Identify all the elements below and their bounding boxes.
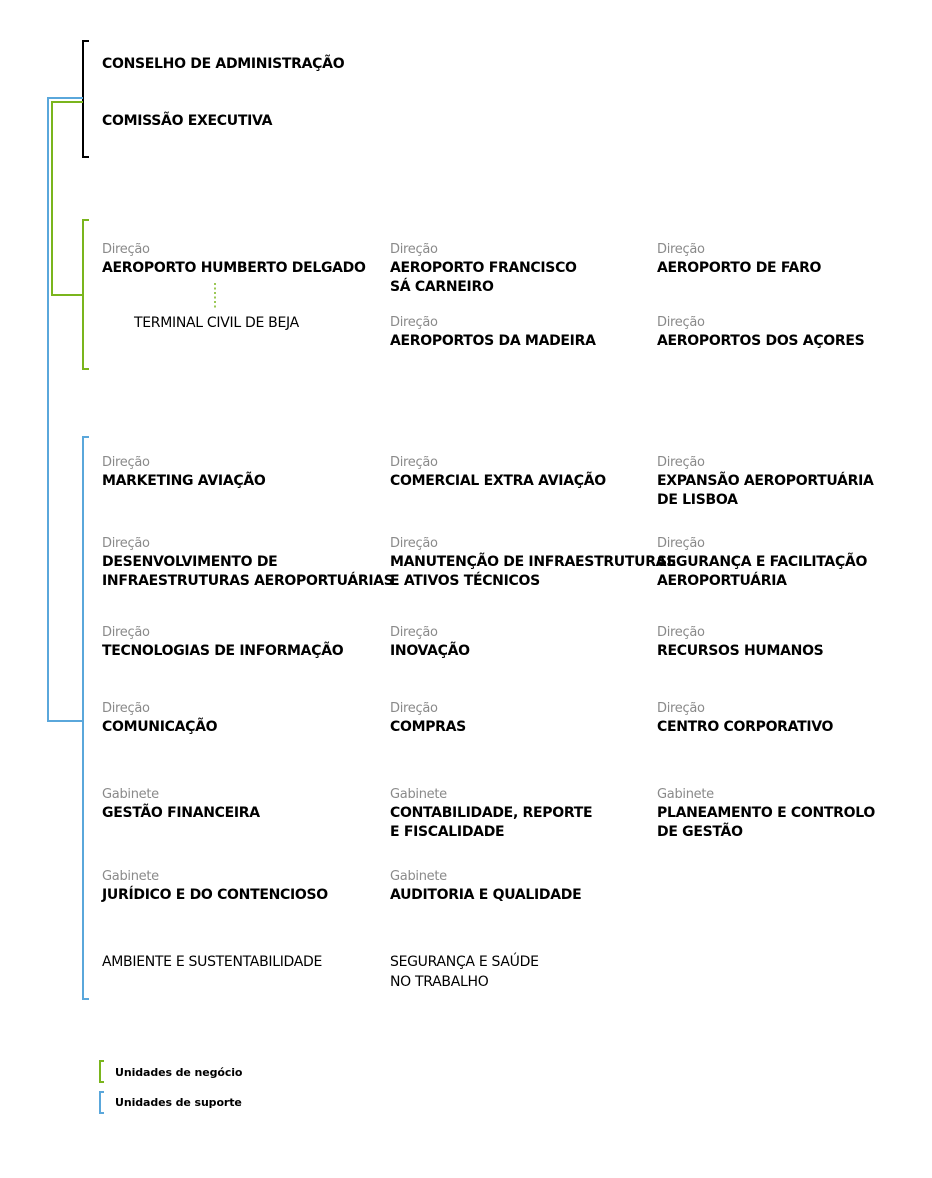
unit-name: JURÍDICO E DO CONTENCIOSO <box>102 887 328 903</box>
unit-tecnologias <box>102 624 343 661</box>
unit-name: MARKETING AVIAÇÃO <box>102 473 266 489</box>
unit-name: TECNOLOGIAS DE INFORMAÇÃO <box>102 643 344 659</box>
legend-support-bracket <box>100 1092 104 1113</box>
unit-kind: Direção <box>102 242 150 257</box>
unit-kind: Direção <box>657 701 705 716</box>
unit-faro <box>657 241 821 278</box>
unit-kind: Gabinete <box>102 787 159 802</box>
unit-name: COMUNICAÇÃO <box>102 719 218 735</box>
unit-juridico <box>102 868 328 905</box>
unit-kind: Gabinete <box>657 787 714 802</box>
unit-recursos-humanos <box>657 624 823 661</box>
legend-support-label: Unidades de suporte <box>115 1096 242 1109</box>
unit-name: RECURSOS HUMANOS <box>657 643 824 659</box>
unit-comunicacao <box>102 700 217 737</box>
unit-kind: Direção <box>390 701 438 716</box>
unit-inovacao <box>390 624 470 661</box>
unit-name: AMBIENTE E SUSTENTABILIDADE <box>102 954 323 970</box>
unit-name: AEROPORTO FRANCISCO SÁ CARNEIRO <box>390 260 577 295</box>
unit-name: AEROPORTO DE FARO <box>657 260 822 276</box>
unit-kind: Direção <box>657 455 705 470</box>
unit-kind: Direção <box>102 625 150 640</box>
unit-kind: Direção <box>102 701 150 716</box>
unit-name: DESENVOLVIMENTO DE INFRAESTRUTURAS AEROPORTUÁRIAS <box>102 554 394 589</box>
unit-ambiente <box>102 952 322 972</box>
unit-contabilidade <box>390 786 592 842</box>
unit-kind: Gabinete <box>102 869 159 884</box>
unit-auditoria <box>390 868 581 905</box>
governance-bracket <box>83 41 89 157</box>
unit-compras <box>390 700 466 737</box>
unit-name: INOVAÇÃO <box>390 643 470 659</box>
unit-name: AUDITORIA E QUALIDADE <box>390 887 582 903</box>
unit-kind: Direção <box>102 455 150 470</box>
support-bracket <box>83 437 89 999</box>
unit-francisco-sa-carneiro <box>390 241 577 297</box>
unit-kind: Direção <box>657 315 705 330</box>
unit-kind: Direção <box>390 536 438 551</box>
unit-name: SEGURANÇA E SAÚDE NO TRABALHO <box>390 954 539 990</box>
legend-business-bracket <box>100 1061 104 1082</box>
unit-kind: Direção <box>657 536 705 551</box>
unit-kind: Gabinete <box>390 869 447 884</box>
legend-business-label: Unidades de negócio <box>115 1066 243 1079</box>
unit-kind: Direção <box>390 242 438 257</box>
unit-name: AEROPORTO HUMBERTO DELGADO <box>102 260 366 276</box>
unit-kind: Direção <box>657 625 705 640</box>
unit-marketing <box>102 454 265 491</box>
business-connector <box>52 102 83 295</box>
unit-kind: Direção <box>657 242 705 257</box>
unit-kind: Direção <box>390 455 438 470</box>
unit-name: TERMINAL CIVIL DE BEJA <box>134 315 299 331</box>
unit-expansao <box>657 454 874 510</box>
unit-centro-corporativo <box>657 700 833 737</box>
business-bracket <box>83 220 89 369</box>
support-connector <box>48 98 83 721</box>
unit-name: AEROPORTOS DA MADEIRA <box>390 333 596 349</box>
unit-desenvolvimento <box>102 535 394 591</box>
unit-name: COMERCIAL EXTRA AVIAÇÃO <box>390 473 606 489</box>
unit-gestao-financeira <box>102 786 260 823</box>
unit-kind: Gabinete <box>390 787 447 802</box>
unit-kind: Direção <box>390 315 438 330</box>
unit-kind: Direção <box>102 536 150 551</box>
unit-acores <box>657 314 864 351</box>
executive-committee-label: COMISSÃO EXECUTIVA <box>102 113 273 129</box>
unit-comercial <box>390 454 606 491</box>
unit-name: EXPANSÃO AEROPORTUÁRIA DE LISBOA <box>657 473 874 508</box>
unit-name: PLANEAMENTO E CONTROLO DE GESTÃO <box>657 805 875 840</box>
unit-name: COMPRAS <box>390 719 466 735</box>
board-label: CONSELHO DE ADMINISTRAÇÃO <box>102 56 345 72</box>
unit-terminal-beja <box>134 313 299 333</box>
unit-humberto-delgado <box>102 241 366 278</box>
unit-madeira <box>390 314 596 351</box>
unit-seguranca-facilitacao <box>657 535 867 591</box>
unit-name: CONTABILIDADE, REPORTE E FISCALIDADE <box>390 805 593 840</box>
unit-kind: Direção <box>390 625 438 640</box>
unit-name: AEROPORTOS DOS AÇORES <box>657 333 865 349</box>
unit-manutencao <box>390 535 676 591</box>
unit-name: GESTÃO FINANCEIRA <box>102 805 260 821</box>
unit-name: MANUTENÇÃO DE INFRAESTRUTURAS E ATIVOS TÉCNICOS <box>390 554 676 589</box>
unit-planeamento <box>657 786 875 842</box>
unit-seguranca-saude <box>390 952 539 992</box>
unit-name: SEGURANÇA E FACILITAÇÃO AEROPORTUÁRIA <box>657 554 868 589</box>
unit-name: CENTRO CORPORATIVO <box>657 719 834 735</box>
